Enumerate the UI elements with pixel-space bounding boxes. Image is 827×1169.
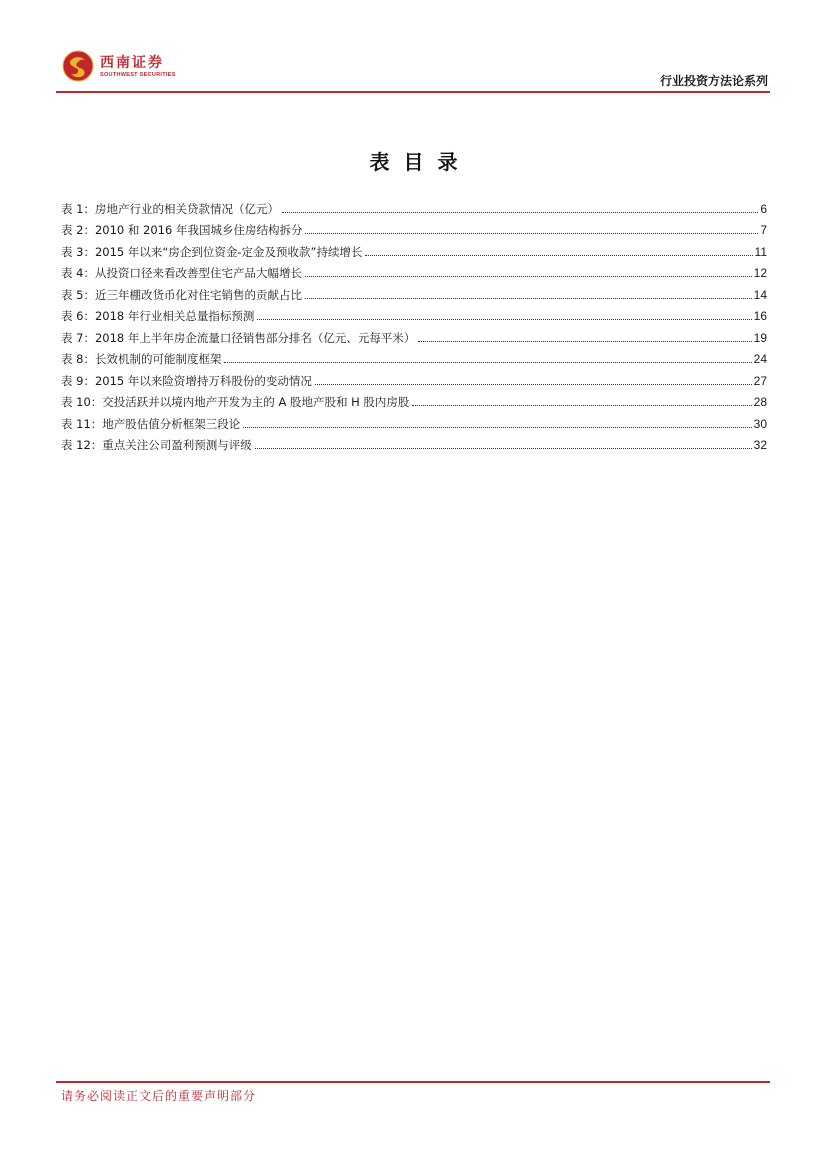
toc-entry[interactable]: [61, 194, 767, 216]
logo-emblem-icon: [62, 50, 94, 82]
toc-entry-page[interactable]: 16: [753, 309, 767, 323]
toc-entry-label[interactable]: 表 2：2010 和 2016 年我国城乡住房结构拆分: [61, 223, 303, 237]
toc-entry-page[interactable]: 30: [753, 416, 767, 431]
toc-dot-leader: [412, 405, 751, 406]
toc-entry-page[interactable]: 24: [753, 352, 767, 366]
toc-entry-page[interactable]: 14: [753, 287, 767, 302]
footer-disclaimer: 请务必阅读正文后的重要声明部分: [61, 1089, 257, 1103]
toc-dot-leader: [418, 341, 751, 342]
toc-dot-leader: [257, 319, 751, 320]
company-logo: [62, 50, 202, 84]
series-title: 行业投资方法论系列: [659, 74, 768, 88]
toc-entry-label[interactable]: 表 11：地产股估值分析框架三段论: [61, 416, 241, 431]
toc-entry-page[interactable]: 27: [753, 373, 767, 388]
toc-entry-label[interactable]: 表 4：从投资口径来看改善型住宅产品大幅增长: [61, 266, 302, 280]
toc-dot-leader: [305, 276, 752, 277]
toc-entry-page[interactable]: 32: [753, 438, 767, 452]
toc-entry[interactable]: [61, 323, 767, 345]
toc-dot-leader: [305, 298, 752, 299]
toc-entry-page[interactable]: 6: [760, 201, 767, 216]
table-of-contents: [61, 194, 767, 452]
toc-entry[interactable]: [61, 237, 767, 259]
toc-entry[interactable]: [61, 388, 767, 410]
toc-entry[interactable]: [61, 259, 767, 281]
toc-entry-label[interactable]: 表 1：房地产行业的相关贷款情况（亿元）: [61, 201, 279, 216]
toc-entry-page[interactable]: 28: [753, 395, 767, 409]
toc-title: 表目录: [369, 150, 472, 174]
toc-entry-page[interactable]: 7: [760, 223, 767, 237]
toc-entry[interactable]: [61, 280, 767, 302]
toc-entry-label[interactable]: 表 9：2015 年以来险资增持万科股份的变动情况: [61, 373, 312, 388]
page-header: [56, 48, 770, 92]
toc-dot-leader: [224, 362, 751, 363]
toc-entry[interactable]: [61, 409, 767, 431]
logo-chinese-name: 西南证券: [100, 55, 164, 71]
toc-dot-leader: [315, 384, 752, 385]
logo-english-name: SOUTHWEST SECURITIES: [100, 72, 176, 78]
toc-entry-page[interactable]: 11: [754, 244, 767, 259]
header-divider: [56, 91, 770, 93]
toc-dot-leader: [255, 448, 752, 449]
toc-entry[interactable]: [61, 345, 767, 367]
toc-dot-leader: [365, 255, 752, 256]
toc-entry-label[interactable]: 表 10：交投活跃并以境内地产开发为主的 A 股地产股和 H 股内房股: [61, 395, 410, 409]
toc-entry-label[interactable]: 表 6：2018 年行业相关总量指标预测: [61, 309, 255, 323]
footer-divider: [56, 1081, 770, 1083]
toc-entry-label[interactable]: 表 12：重点关注公司盈利预测与评级: [61, 438, 252, 452]
toc-entry-label[interactable]: 表 7：2018 年上半年房企流量口径销售部分排名（亿元、元每平米）: [61, 330, 416, 345]
toc-dot-leader: [243, 427, 751, 428]
toc-entry[interactable]: [61, 366, 767, 388]
toc-entry-page[interactable]: 19: [753, 330, 767, 345]
toc-entry-label[interactable]: 表 8：长效机制的可能制度框架: [61, 352, 222, 366]
toc-entry[interactable]: [61, 216, 767, 238]
toc-dot-leader: [305, 233, 758, 234]
toc-entry[interactable]: [61, 302, 767, 324]
toc-entry[interactable]: [61, 431, 767, 453]
toc-dot-leader: [282, 212, 758, 213]
toc-entry-label[interactable]: 表 5：近三年棚改货币化对住宅销售的贡献占比: [61, 287, 302, 302]
toc-entry-page[interactable]: 12: [753, 266, 767, 280]
toc-entry-label[interactable]: 表 3：2015 年以来“房企到位资金-定金及预收款”持续增长: [61, 244, 363, 259]
